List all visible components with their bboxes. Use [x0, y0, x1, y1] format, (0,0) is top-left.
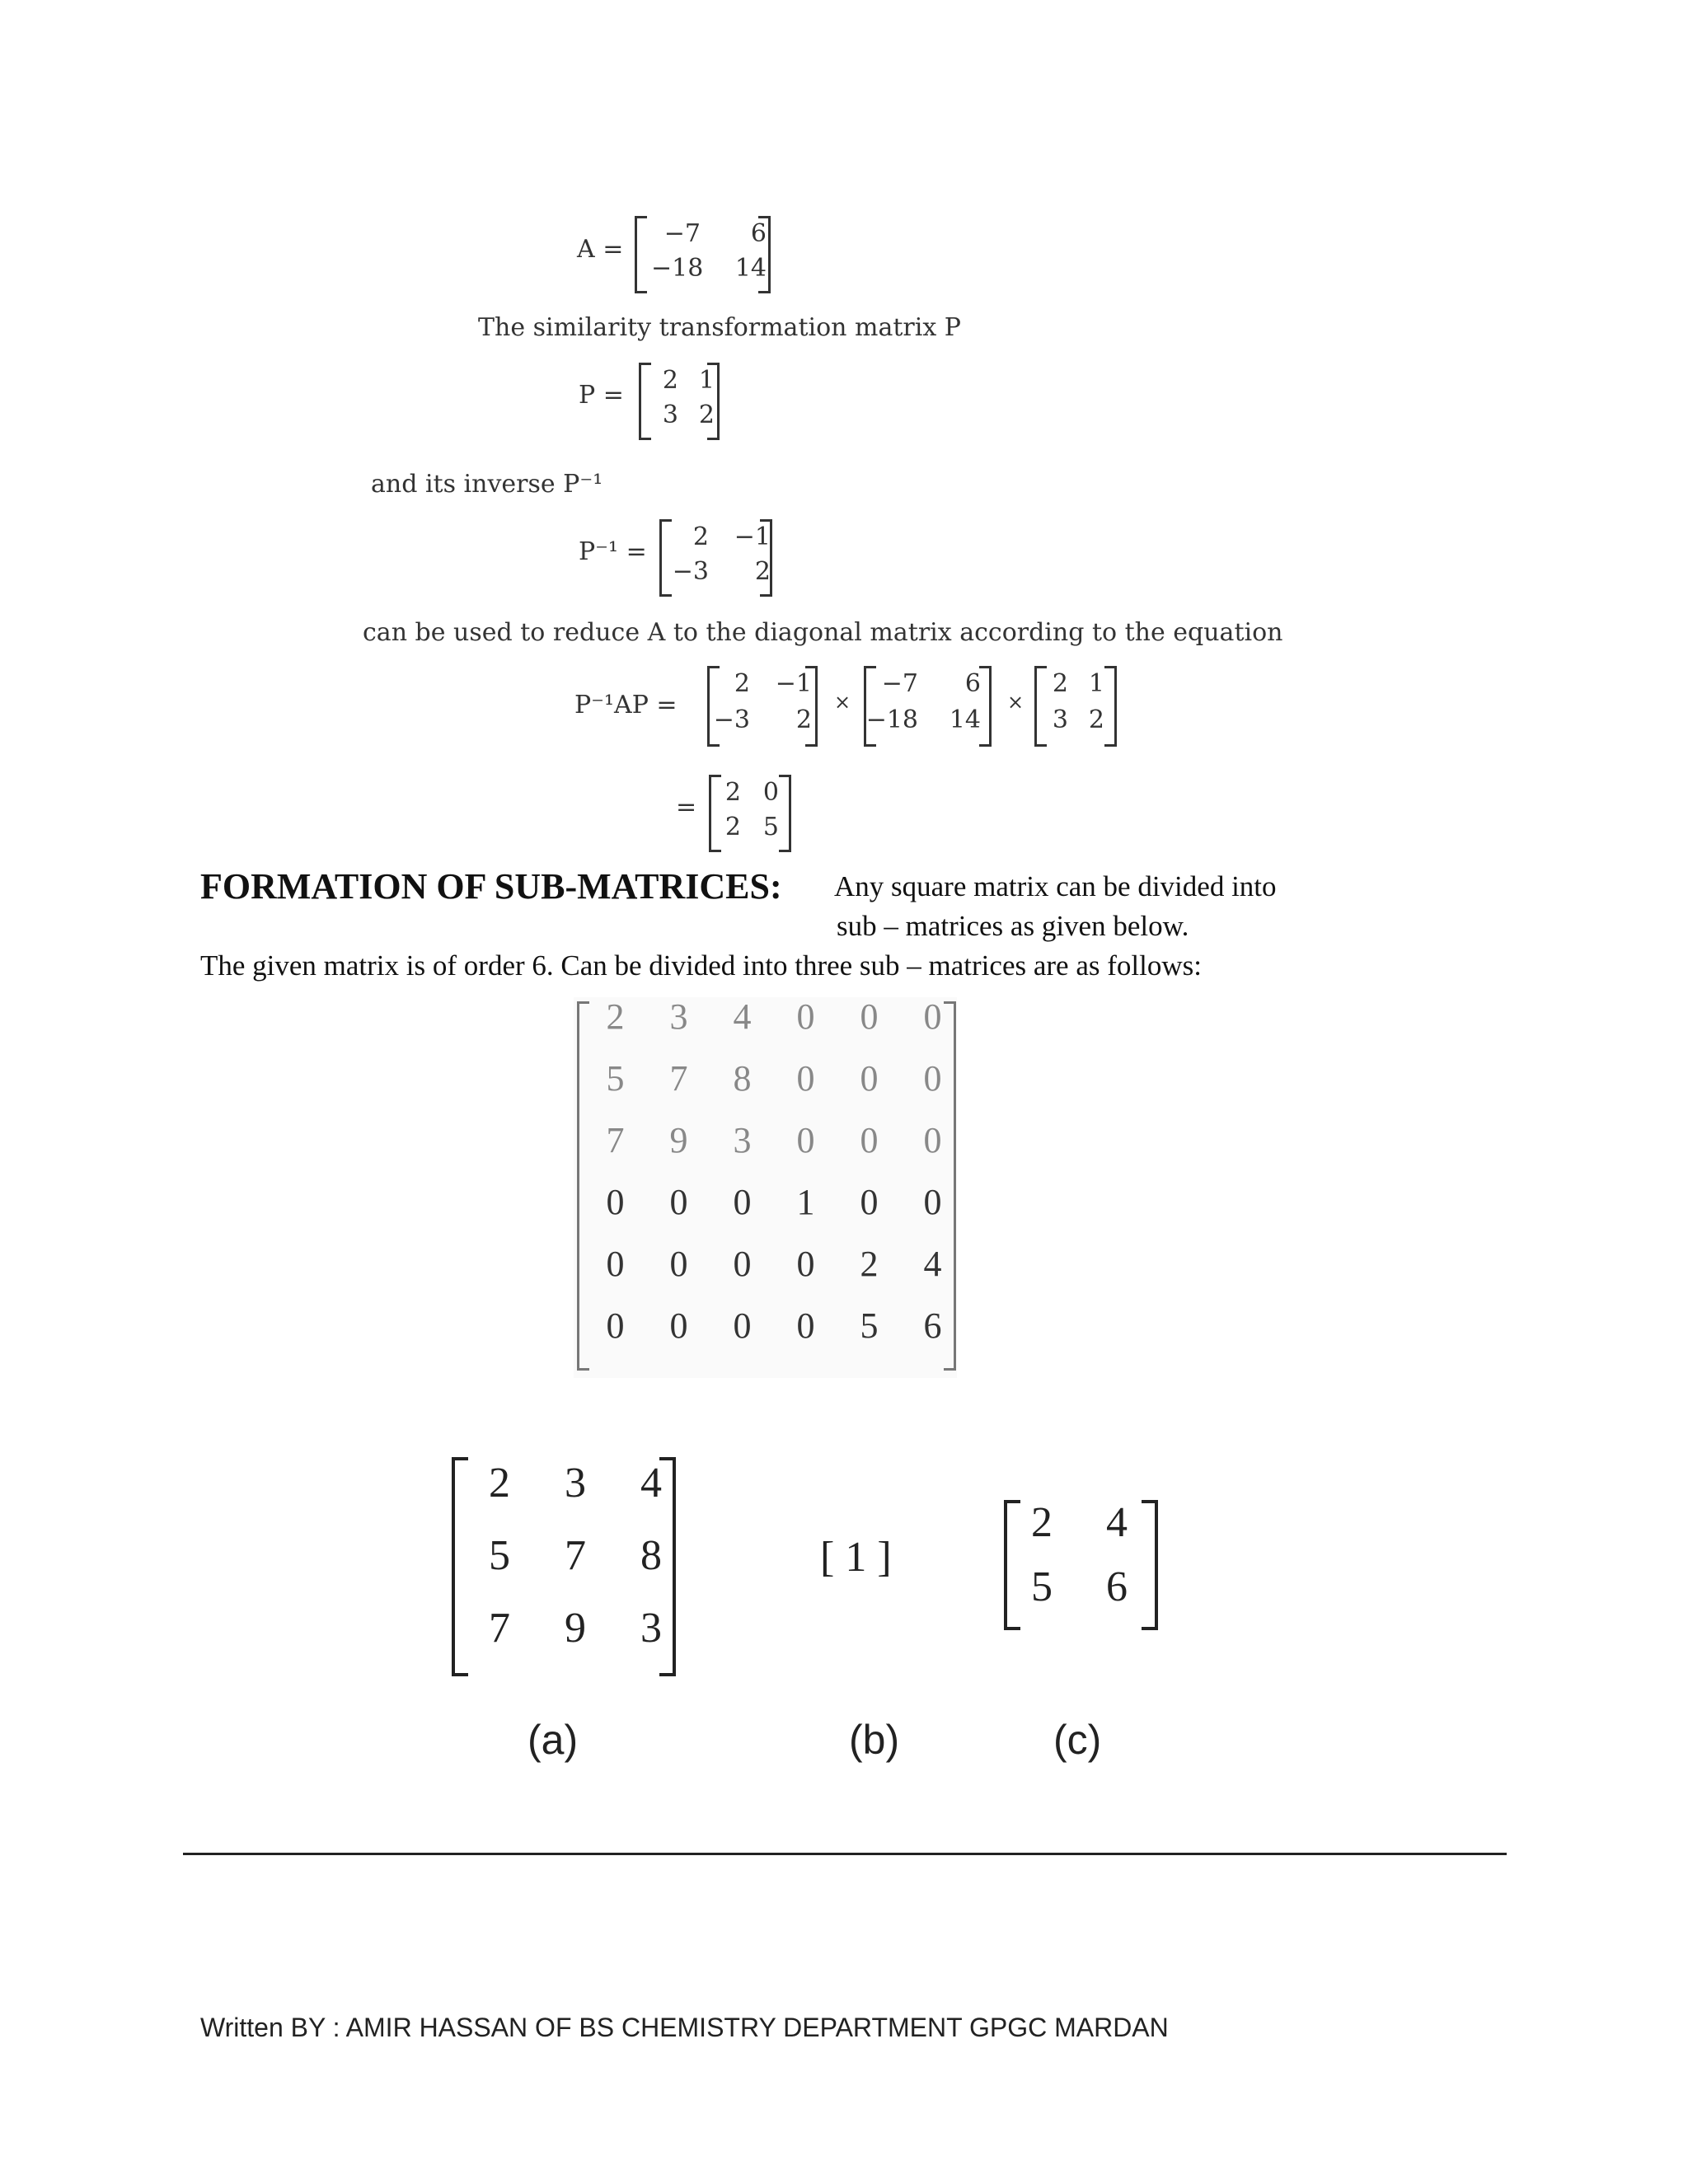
matrix-cell: 6 — [964, 669, 981, 698]
matrix-cell: −3 — [713, 705, 750, 734]
matrix-cell: 6 — [1106, 1563, 1128, 1610]
equation-pinv-lhs: P⁻¹ = — [579, 537, 647, 566]
matrix-cell: 0 — [762, 778, 779, 807]
matrix-cell: 4 — [923, 1244, 942, 1284]
bracket-right — [1142, 1500, 1158, 1630]
caption-c: (c) — [1053, 1717, 1102, 1763]
matrix-cell: 5 — [762, 813, 779, 841]
matrix-cell: 0 — [860, 1120, 879, 1160]
times-sign: × — [1007, 691, 1025, 714]
matrix-cell: −7 — [881, 669, 918, 698]
matrix-cell: 0 — [923, 1120, 942, 1160]
matrix-cell: 2 — [724, 778, 741, 807]
matrix-cell: −18 — [865, 705, 918, 734]
matrix-cell: 3 — [1052, 705, 1068, 734]
matrix-cell: −1 — [734, 523, 771, 551]
matrix-cell: 2 — [795, 705, 812, 734]
matrix-p-factor — [1039, 669, 1104, 742]
equation-a-lhs: A = — [577, 235, 624, 264]
order-6-matrix — [584, 996, 964, 1366]
matrix-cell: 0 — [796, 1120, 815, 1160]
matrix-cell: 0 — [796, 1058, 815, 1099]
matrix-cell: 2 — [489, 1460, 510, 1507]
matrix-cell: 2 — [698, 401, 715, 429]
equation-product-lhs: P⁻¹AP = — [574, 691, 678, 719]
equation-result-lhs: = — [676, 793, 697, 822]
matrix-result — [713, 778, 779, 847]
matrix-cell: 8 — [733, 1058, 752, 1099]
section-text-3: The given matrix is of order 6. Can be divided into three sub – matrices are as follows: — [200, 949, 1202, 982]
caption-b: (b) — [849, 1717, 900, 1763]
matrix-cell: 0 — [606, 1182, 625, 1222]
matrix-cell: 2 — [724, 813, 741, 841]
matrix-cell: 8 — [640, 1532, 662, 1579]
matrix-cell: 2 — [1088, 705, 1104, 734]
matrix-a-factor — [865, 669, 981, 742]
matrix-cell: 3 — [669, 996, 688, 1037]
matrix-cell: 1 — [1088, 669, 1104, 698]
matrix-cell: 9 — [565, 1605, 586, 1652]
matrix-cell: 0 — [669, 1305, 688, 1346]
matrix-cell: 7 — [565, 1532, 586, 1579]
bracket-right — [805, 666, 818, 747]
matrix-p — [647, 366, 715, 435]
matrix-cell: 0 — [860, 996, 879, 1037]
section-text-2: sub – matrices as given below. — [837, 910, 1189, 942]
matrix-cell: 4 — [640, 1460, 662, 1507]
inverse-line: and its inverse P⁻¹ — [371, 470, 603, 499]
bracket-left — [635, 216, 647, 293]
matrix-cell: 0 — [733, 1305, 752, 1346]
bracket-right — [659, 1457, 676, 1676]
times-sign: × — [834, 691, 851, 714]
matrix-cell: 9 — [669, 1120, 688, 1160]
matrix-cell: 3 — [565, 1460, 586, 1507]
matrix-cell: 0 — [796, 996, 815, 1037]
bracket-right — [760, 519, 772, 597]
matrix-cell: 14 — [949, 705, 981, 734]
matrix-cell: 2 — [1052, 669, 1068, 698]
matrix-cell: 5 — [1031, 1563, 1053, 1610]
sub-matrix-b: [ 1 ] — [820, 1534, 892, 1581]
matrix-cell: 2 — [1031, 1499, 1053, 1546]
matrix-cell: 2 — [606, 996, 625, 1037]
matrix-cell: 7 — [606, 1120, 625, 1160]
matrix-cell: 1 — [698, 366, 715, 395]
horizontal-rule — [183, 1853, 1507, 1855]
matrix-cell: 7 — [489, 1605, 510, 1652]
matrix-cell: 0 — [669, 1182, 688, 1222]
matrix-cell: 0 — [733, 1182, 752, 1222]
matrix-cell: 0 — [923, 1058, 942, 1099]
bracket-right — [707, 363, 720, 440]
matrix-cell: 6 — [750, 219, 767, 248]
matrix-cell: 0 — [606, 1244, 625, 1284]
matrix-cell: 0 — [733, 1244, 752, 1284]
caption-a: (a) — [528, 1717, 579, 1763]
matrix-cell: 4 — [1106, 1499, 1128, 1546]
matrix-cell: 3 — [733, 1120, 752, 1160]
sub-matrix-a — [462, 1459, 689, 1676]
matrix-cell: 0 — [860, 1182, 879, 1222]
matrix-cell: 4 — [733, 996, 752, 1037]
reduce-line: can be used to reduce A to the diagonal matrix according to the equation — [363, 618, 1283, 647]
matrix-cell: 0 — [606, 1305, 625, 1346]
matrix-cell: 0 — [796, 1305, 815, 1346]
matrix-cell: 2 — [734, 669, 750, 698]
bracket-right — [1104, 666, 1117, 747]
matrix-cell: 3 — [662, 401, 678, 429]
section-text-1: Any square matrix can be divided into — [834, 870, 1277, 902]
matrix-a — [651, 219, 767, 288]
matrix-cell: 6 — [923, 1305, 942, 1346]
matrix-cell: 0 — [669, 1244, 688, 1284]
matrix-cell: 2 — [754, 557, 771, 586]
matrix-cell: 2 — [662, 366, 678, 395]
similarity-line: The similarity transformation matrix P — [478, 313, 961, 342]
matrix-cell: −7 — [663, 219, 701, 248]
matrix-cell: 5 — [489, 1532, 510, 1579]
matrix-cell: 0 — [923, 996, 942, 1037]
matrix-cell: −18 — [651, 254, 704, 283]
matrix-cell: −3 — [672, 557, 709, 586]
matrix-cell: 0 — [860, 1058, 879, 1099]
section-heading: FORMATION OF SUB-MATRICES: — [200, 866, 782, 907]
matrix-cell: 2 — [692, 523, 709, 551]
bracket-right — [779, 775, 791, 852]
matrix-cell: 0 — [923, 1182, 942, 1222]
matrix-pinv-factor — [709, 669, 812, 742]
bracket-right — [758, 216, 771, 293]
matrix-cell: −1 — [775, 669, 812, 698]
matrix-cell: 2 — [860, 1244, 879, 1284]
matrix-cell: 5 — [860, 1305, 879, 1346]
matrix-cell: 5 — [606, 1058, 625, 1099]
equation-p-lhs: P = — [579, 381, 624, 410]
matrix-cell: 0 — [796, 1244, 815, 1284]
matrix-cell: 3 — [640, 1605, 662, 1652]
matrix-cell: 7 — [669, 1058, 688, 1099]
footer-text: Written BY : AMIR HASSAN OF BS CHEMISTRY DEPARTMENT GPGC MARDAN — [200, 2013, 1169, 2042]
sub-matrix-c — [1006, 1498, 1156, 1627]
matrix-cell: 1 — [796, 1182, 815, 1222]
matrix-cell: 14 — [734, 254, 767, 283]
matrix-pinv — [663, 523, 771, 592]
bracket-right — [979, 666, 992, 747]
